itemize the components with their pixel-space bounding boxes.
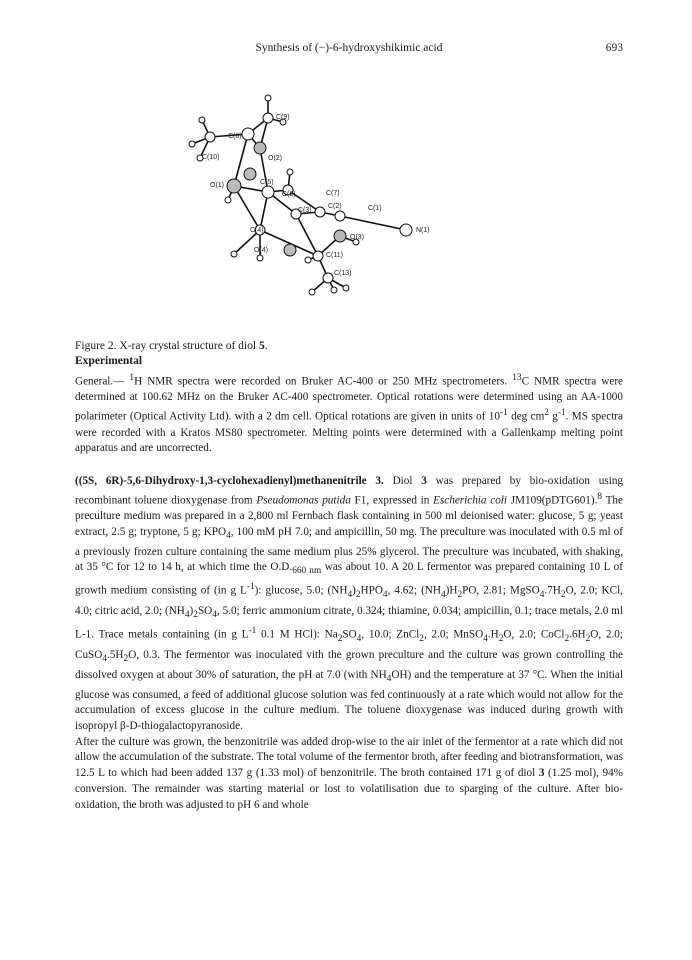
text-run: , 10.0; ZnCl: [361, 628, 420, 641]
atom-label: O(4): [254, 247, 268, 254]
oxygen-atom-o3: [334, 230, 346, 242]
superscript: 2: [544, 408, 549, 419]
carbon-atom-c1: [335, 211, 345, 221]
reference-marker: 8: [597, 491, 603, 502]
text-run: , 100 mM pH 7.0; and ampicillin, 50 mg. The preculture was inoculated with 0.5 ml of a previously frozen culture containing the same medium plus 25% glycerol. The preculture was incubated, with shaking, at 35 °C for 12 to 14 h, at which time the O.D.: [75, 525, 623, 574]
text-run: The preculture medium was prepared in a 2,800 ml Fernbach flask containing in 500 ml deionised water: glucose, 5 g; yeast extract, 2.5 g; tryptone, 5 g; KPO: [75, 494, 623, 538]
subscript: 2: [498, 634, 504, 644]
subscript: 2: [123, 653, 129, 664]
subscript: 4: [386, 673, 392, 684]
subscript: 4: [356, 634, 362, 644]
text-run: was prepared by bio-oxidation using recombinant toluene dioxygenase from: [75, 475, 624, 507]
hydrogen-atom: [231, 251, 237, 257]
text-run: O, 0.3. The fermentor was inoculated vith the grown preculture and the culture was grown controlling the dissolved oxygen at about 30% of saturation, the pH at 7.0 (with NH: [75, 648, 623, 681]
procedure-section: [75, 474, 623, 813]
subscript: 4: [539, 590, 545, 601]
running-title: Synthesis of (−)-6-hydroxyshikimic acid: [255, 42, 443, 54]
carbon-atom-c11: [313, 251, 323, 261]
atom-label: O(1): [210, 182, 224, 189]
atoms: [189, 95, 412, 295]
compound-number: 3: [538, 767, 545, 780]
atom-label: C(7): [326, 190, 340, 197]
superscript: -1: [500, 408, 508, 419]
atom-label: O(2): [268, 155, 282, 162]
text-run: PO, 2.81; MgSO: [462, 585, 540, 598]
subscript: 4: [226, 531, 231, 542]
subscript: 2: [564, 634, 570, 644]
caption-end: .: [264, 340, 268, 352]
text-run: OH) and the temperature at 37 °C. When the initial glucose was consumed, a feed of additional glucose solution was fed continuously at a rate which would not allow for the accumulation of excess glucose in the culture medium. The toluene dioxygenase was induced during growth with isopropyl β-D-thiogalactopyranoside.: [75, 668, 623, 732]
hydrogen-atom: [287, 169, 293, 175]
hydrogen-atom: [189, 141, 195, 147]
atom-label: C(5): [260, 179, 274, 186]
organism-name: Escherichia coli: [433, 494, 507, 507]
carbon-atom-c6: [262, 186, 274, 198]
subscript: 660 nm: [292, 566, 322, 577]
hydrogen-atom: [199, 117, 205, 123]
superscript: -1: [248, 626, 257, 637]
subscript: 2: [355, 590, 361, 601]
text-run: C NMR spectra were determined at 100.62 MHz on the Bruker AC-400 spectrometer. Optical rotations were determined using an AA-1000 polarimeter (Optical Activity Ltd). with a 2 dm cell. Optical rotations are given in units of 10: [75, 375, 624, 423]
text-run: .7H: [544, 585, 561, 598]
atom-label: C(3): [298, 207, 312, 214]
paragraph-procedure-1: [75, 474, 623, 735]
carbon-atom-c5: [244, 168, 256, 180]
hydrogen-atom: [343, 285, 349, 291]
oxygen-atom-o2: [254, 142, 266, 154]
subscript: 2: [560, 590, 566, 601]
subscript: 4: [212, 610, 217, 621]
text-run: ): [189, 605, 194, 618]
subscript: 4: [102, 653, 108, 664]
general-paragraph: [75, 371, 623, 457]
text-run: HPO: [360, 585, 383, 598]
atom-label: C(13): [334, 270, 352, 277]
hydrogen-atom: [331, 287, 337, 293]
subscript: 2: [457, 590, 463, 601]
superscript: -1: [246, 582, 255, 593]
text-run: O, 2.0; CoCl: [503, 628, 565, 641]
nitrogen-atom-n1: [400, 224, 412, 236]
atom-label: C(2): [328, 203, 342, 210]
atom-label: O(3): [350, 234, 364, 241]
carbon-atom-c8: [242, 128, 254, 140]
hydrogen-atom: [257, 255, 263, 261]
superscript: -1: [557, 408, 566, 419]
text-run: ): glucose, 5.0; (NH: [254, 585, 348, 598]
subscript: 4: [440, 590, 446, 601]
page-header: [75, 42, 623, 58]
subscript: 4: [382, 590, 388, 601]
atom-label: N(1): [416, 227, 430, 234]
bond: [234, 186, 260, 230]
atom-label: C(1): [368, 205, 382, 212]
text-run: .5H: [107, 648, 124, 661]
superscript: 13: [512, 373, 522, 383]
text-run: , 5.0; ferric ammonium citrate, 0.324; thiamine, 0.034; ampicillin, 0.1; trace metals, 2.0 ml L-1. Trace metals containing (in g L: [75, 605, 623, 641]
hydrogen-atom: [305, 257, 311, 263]
bonds: [192, 98, 406, 292]
xray-structure-diagram: [150, 82, 470, 322]
text-run: g: [548, 410, 558, 423]
hydrogen-atom: [309, 289, 315, 295]
caption-text: Figure 2. X-ray crystal structure of diol: [75, 340, 259, 352]
text-run: , 4.62; (NH: [387, 585, 441, 598]
text-run: deg cm: [507, 410, 545, 423]
text-run: , 2.0; MnSO: [423, 628, 484, 641]
caption-compound-number: 5: [258, 340, 265, 352]
text-run: General.—: [75, 375, 130, 388]
atom-label: C(10): [202, 154, 220, 161]
text-run: JM109(pDTG601).: [507, 494, 598, 507]
text-run: ): [352, 585, 356, 598]
paragraph-procedure-2: [75, 735, 623, 814]
text-run: )H: [445, 585, 458, 598]
subscript: 4: [184, 610, 190, 621]
text-run: was about 10. A 20 L fermentor was prepared containing 10 L of growth medium consisting of (in g L: [75, 561, 623, 598]
text-run: (1.25 mol), 94% conversion. The remainder was starting material or lost to volatilisation due to sparging of the culture. After bio-oxidation, the broth was adjusted to pH 6 and whole: [75, 767, 623, 811]
subscript: 4: [483, 634, 488, 644]
organism-name: Pseudomonas putida: [256, 494, 351, 507]
section-heading-experimental: Experimental: [75, 355, 143, 367]
bond: [340, 216, 406, 230]
paragraph-general: [75, 371, 623, 457]
carbon-atom-c10: [205, 132, 215, 142]
carbon-atom-c2: [315, 207, 325, 217]
oxygen-atom-o4: [284, 244, 296, 256]
subscript: 2: [193, 610, 198, 621]
subscript: 2: [419, 634, 424, 644]
text-run: . MS spectra were recorded with a Kratos MS80 spectrometer. Melting points were determined with a Gallenkamp melting point apparatus and are uncorrected.: [75, 410, 623, 455]
compound-number: 3: [421, 475, 427, 487]
oxygen-atom-o1: [227, 179, 241, 193]
subscript: 2: [585, 634, 591, 644]
text-run: H NMR spectra were recorded on Bruker AC-400 or 250 MHz spectrometers.: [134, 375, 513, 388]
compound-title: ((5S, 6R)-5,6-Dihydroxy-1,3-cyclohexadienyl)methanenitrile 3.: [75, 475, 384, 487]
superscript: 1: [129, 373, 135, 383]
text-run: After the culture was grown, the benzonitrile was added drop-wise to the air inlet of the fermentor at a rate which did not allow the accumulation of the substrate. The total volume of the fermentor broth, after feeding and biotransformation, was 12.5 L to which had been added 137 g (1.33 mol) of benzonitrile. The broth contained 171 g of diol: [75, 735, 623, 780]
text-run: F1, expressed in: [350, 494, 434, 507]
text-run: Diol: [383, 475, 422, 487]
text-run: SO: [342, 628, 357, 641]
subscript: 2: [337, 634, 343, 644]
atom-label: C(11): [326, 252, 343, 259]
atom-label: C(8): [228, 133, 242, 140]
text-run: O, 2.0; CuSO: [75, 628, 623, 661]
bond: [296, 214, 318, 256]
text-run: O, 2.0; KCl, 4.0; citric acid, 2.0; (NH: [75, 585, 623, 618]
hydrogen-atom: [265, 95, 271, 101]
atom-label: C(9): [276, 114, 290, 121]
text-run: .H: [487, 628, 499, 641]
atom-label: C(4): [250, 227, 264, 234]
xray-structure-figure: [150, 82, 470, 322]
atom-label: C(6): [282, 191, 296, 198]
oxygen-atoms: [227, 142, 346, 256]
figure-caption: [75, 340, 268, 352]
carbon-atom-c13: [323, 273, 333, 283]
hydrogen-atom: [225, 197, 231, 203]
page-number: 693: [605, 42, 623, 54]
carbon-atom-c9: [263, 113, 273, 123]
text-run: 0.1 M HCl): Na: [256, 628, 338, 641]
text-run: SO: [197, 605, 213, 618]
subscript: 4: [347, 590, 353, 601]
text-run: .6H: [569, 628, 586, 641]
